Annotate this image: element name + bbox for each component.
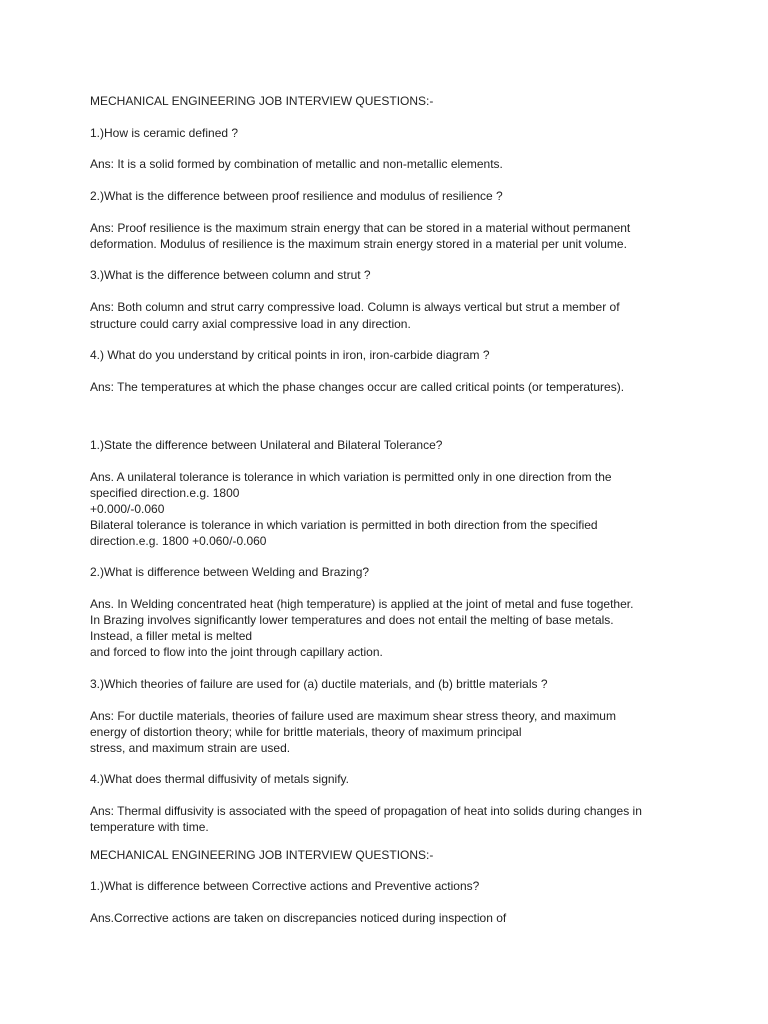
answer-line: structure could carry axial compressive load in any direction. — [90, 317, 411, 331]
answer-line: direction.e.g. 1800 +0.060/-0.060 — [90, 534, 267, 548]
answer-line: stress, and maximum strain are used. — [90, 741, 291, 755]
answer-line: Ans: Thermal diffusivity is associated with the speed of propagation of heat into solids during changes in — [90, 804, 642, 818]
document-heading: MECHANICAL ENGINEERING JOB INTERVIEW QUESTIONS:- — [90, 848, 434, 862]
question-line: 4.) What do you understand by critical points in iron, iron-carbide diagram ? — [90, 348, 490, 362]
question-line: 3.)What is the difference between column and strut ? — [90, 268, 371, 282]
answer-line: Ans: The temperatures at which the phase changes occur are called critical points (or temperatures). — [90, 380, 625, 394]
answer-line: Ans: Both column and strut carry compressive load. Column is always vertical but strut a member of — [90, 300, 620, 314]
answer-line: Instead, a filler metal is melted — [90, 629, 253, 643]
answer-line: In Brazing involves significantly lower temperatures and does not entail the melting of base metals. — [90, 613, 614, 627]
answer-line: Bilateral tolerance is tolerance in which variation is permitted in both direction from the specified — [90, 518, 598, 532]
answer-line: Ans: It is a solid formed by combination of metallic and non-metallic elements. — [90, 157, 503, 171]
answer-line: specified direction.e.g. 1800 — [90, 486, 240, 500]
question-line: 3.)Which theories of failure are used for (a) ductile materials, and (b) brittle materials ? — [90, 677, 548, 691]
question-line: 1.)How is ceramic defined ? — [90, 126, 239, 140]
answer-line: Ans. In Welding concentrated heat (high temperature) is applied at the joint of metal and fuse together. — [90, 597, 634, 611]
document-heading: MECHANICAL ENGINEERING JOB INTERVIEW QUESTIONS:- — [90, 94, 434, 108]
answer-line: and forced to flow into the joint through capillary action. — [90, 645, 383, 659]
answer-line: +0.000/-0.060 — [90, 502, 165, 516]
question-line: 1.)What is difference between Corrective actions and Preventive actions? — [90, 879, 480, 893]
answer-line: deformation. Modulus of resilience is the maximum strain energy stored in a material per unit volume. — [90, 237, 627, 251]
question-line: 2.)What is difference between Welding and Brazing? — [90, 565, 370, 579]
answer-line: energy of distortion theory; while for brittle materials, theory of maximum principal — [90, 725, 522, 739]
answer-line: Ans. A unilateral tolerance is tolerance in which variation is permitted only in one direction from the — [90, 470, 612, 484]
question-line: 1.)State the difference between Unilateral and Bilateral Tolerance? — [90, 438, 443, 452]
answer-line: temperature with time. — [90, 820, 209, 834]
answer-line: Ans: For ductile materials, theories of failure used are maximum shear stress theory, and maximum — [90, 709, 616, 723]
answer-line: Ans.Corrective actions are taken on discrepancies noticed during inspection of — [90, 911, 507, 925]
answer-line: Ans: Proof resilience is the maximum strain energy that can be stored in a material without permanent — [90, 221, 631, 235]
question-line: 4.)What does thermal diffusivity of metals signify. — [90, 772, 349, 786]
question-line: 2.)What is the difference between proof resilience and modulus of resilience ? — [90, 189, 503, 203]
